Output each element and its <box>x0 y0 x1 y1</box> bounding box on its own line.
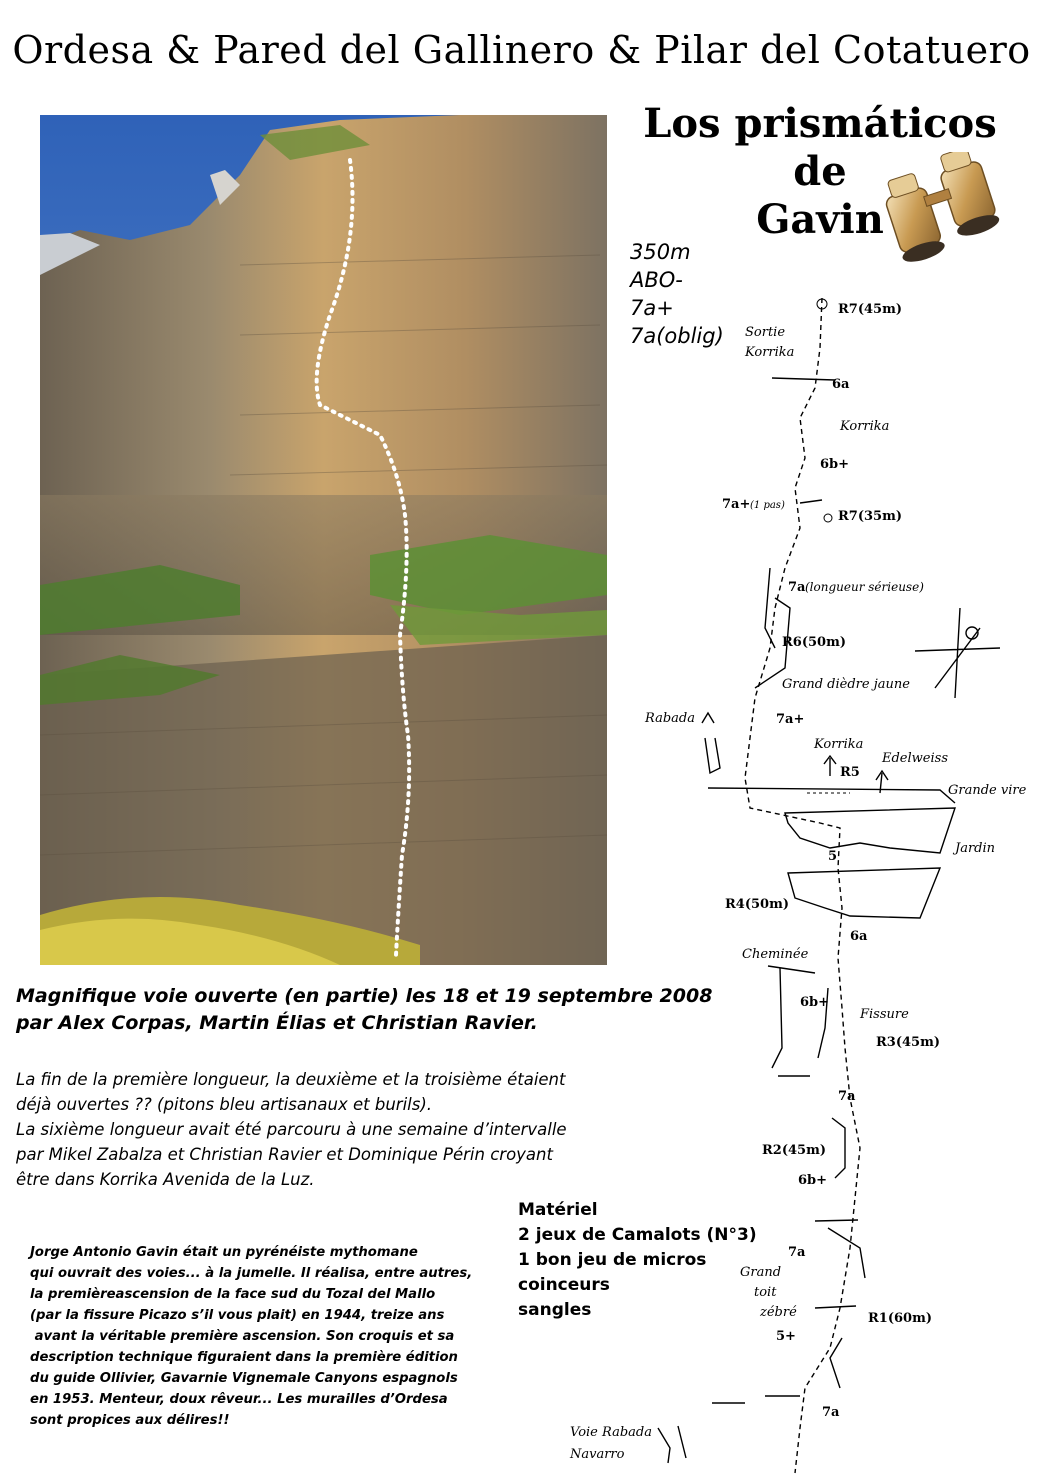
materiel-box <box>518 1198 757 1323</box>
label-edelweiss: Edelweiss <box>882 751 948 766</box>
gavin-line: avant la véritable première ascension. Son croquis et sa <box>30 1329 455 1344</box>
relay-r7-top: R7(45m) <box>838 302 902 317</box>
route-obligatory-grade: 7a(oblig) <box>630 324 724 348</box>
label-grand-diedre: Grand dièdre jaune <box>782 677 910 692</box>
label-jardin: Jardin <box>955 841 996 856</box>
pitch-6a-mid: 6a <box>850 929 868 944</box>
pitch-pas-note: (1 pas) <box>750 500 785 511</box>
label-voie-rabada-1: Voie Rabada <box>570 1425 652 1440</box>
label-grand-toit-2: toit <box>754 1285 777 1300</box>
pitch-7a-mid: 7a <box>838 1089 856 1104</box>
pitch-5-plus: 5+ <box>776 1329 796 1344</box>
gavin-line: la premièreascension de la face sud du Tozal del Mallo <box>30 1287 436 1302</box>
pitch-6a-top: 6a <box>832 377 850 392</box>
page-title: Ordesa & Pared del Gallinero & Pilar del Cotatuero <box>12 28 1031 72</box>
gavin-line: en 1953. Menteur, doux rêveur... Les murailles d’Ordesa <box>30 1392 448 1407</box>
gavin-line: du guide Ollivier, Gavarnie Vignemale Canyons espagnols <box>30 1371 458 1386</box>
materiel-item: sangles <box>518 1300 592 1320</box>
label-rabada: Rabada <box>645 711 695 726</box>
intro-line-2: par Alex Corpas, Martin Élias et Christian Ravier. <box>16 1012 538 1034</box>
body-line: déjà ouvertes ?? (pitons bleu artisanaux et burils). <box>16 1095 433 1114</box>
label-grand-toit-3: zébré <box>760 1305 797 1320</box>
route-title-line-2: de <box>793 148 847 195</box>
gavin-line: qui ouvrait des voies... à la jumelle. Il réalisa, entre autres, <box>30 1266 473 1281</box>
relay-r5: R5 <box>840 765 860 780</box>
pitch-5: 5 <box>828 849 838 864</box>
cliff-photo <box>40 115 607 965</box>
route-title-line-1: Los prismáticos <box>643 100 997 147</box>
gavin-line: description technique figuraient dans la première édition <box>30 1350 458 1365</box>
relay-r7-mid: R7(35m) <box>838 509 902 524</box>
body-text <box>16 1067 646 1192</box>
binoculars-icon <box>868 152 1014 264</box>
label-sortie-2: Korrika <box>745 345 795 360</box>
label-korrika-top: Korrika <box>840 419 890 434</box>
pitch-6b-low: 6b+ <box>798 1173 828 1188</box>
relay-r4: R4(50m) <box>725 897 789 912</box>
body-line: La sixième longueur avait été parcouru à une semaine d’intervalle <box>16 1120 567 1139</box>
pitch-6b-mid: 6b+ <box>800 995 830 1010</box>
relay-r2: R2(45m) <box>762 1143 826 1158</box>
gavin-note <box>30 1242 490 1431</box>
route-max-grade: 7a+ <box>630 296 674 320</box>
pitch-7a-serieuse: 7a <box>788 580 806 595</box>
pitch-6b-top: 6b+ <box>820 457 850 472</box>
label-grand-toit-1: Grand <box>740 1265 782 1280</box>
materiel-title: Matériel <box>518 1200 598 1220</box>
label-voie-rabada-2: Navarro <box>570 1447 625 1462</box>
materiel-item: 1 bon jeu de micros <box>518 1250 707 1270</box>
body-line: La fin de la première longueur, la deuxième et la troisième étaient <box>16 1070 566 1089</box>
materiel-item: coinceurs <box>518 1275 610 1295</box>
label-grande-vire: Grande vire <box>948 783 1027 798</box>
label-sortie-1: Sortie <box>745 325 786 340</box>
pitch-7a-bottom: 7a <box>822 1405 840 1420</box>
pitch-7a-plus: 7a+ <box>776 712 805 727</box>
gavin-line: Jorge Antonio Gavin était un pyrénéiste mythomane <box>30 1245 418 1260</box>
relay-r3: R3(45m) <box>876 1035 940 1050</box>
pitch-7a-low: 7a <box>788 1245 806 1260</box>
pitch-serieuse-note: (longueur sérieuse) <box>805 580 924 594</box>
label-korrika-mid: Korrika <box>814 737 864 752</box>
route-length: 350m <box>630 240 691 264</box>
gavin-line: sont propices aux délires!! <box>30 1413 230 1428</box>
materiel-item: 2 jeux de Camalots (N°3) <box>518 1225 757 1245</box>
intro-text <box>16 983 726 1037</box>
intro-line-1: Magnifique voie ouverte (en partie) les 18 et 19 septembre 2008 <box>16 985 713 1007</box>
label-fissure: Fissure <box>860 1007 909 1022</box>
relay-r6: R6(50m) <box>782 635 846 650</box>
body-line: être dans Korrika Avenida de la Luz. <box>16 1170 315 1189</box>
gavin-line: (par la fissure Picazo s’il vous plait) en 1944, treize ans <box>30 1308 445 1323</box>
pitch-7a-plus-pas: 7a+ <box>722 497 751 512</box>
body-line: par Mikel Zabalza et Christian Ravier et Dominique Périn croyant <box>16 1145 553 1164</box>
label-cheminee: Cheminée <box>742 947 809 962</box>
route-title-line-3: Gavin <box>756 196 884 243</box>
route-grade: ABO- <box>630 268 683 292</box>
relay-r1: R1(60m) <box>868 1311 932 1326</box>
